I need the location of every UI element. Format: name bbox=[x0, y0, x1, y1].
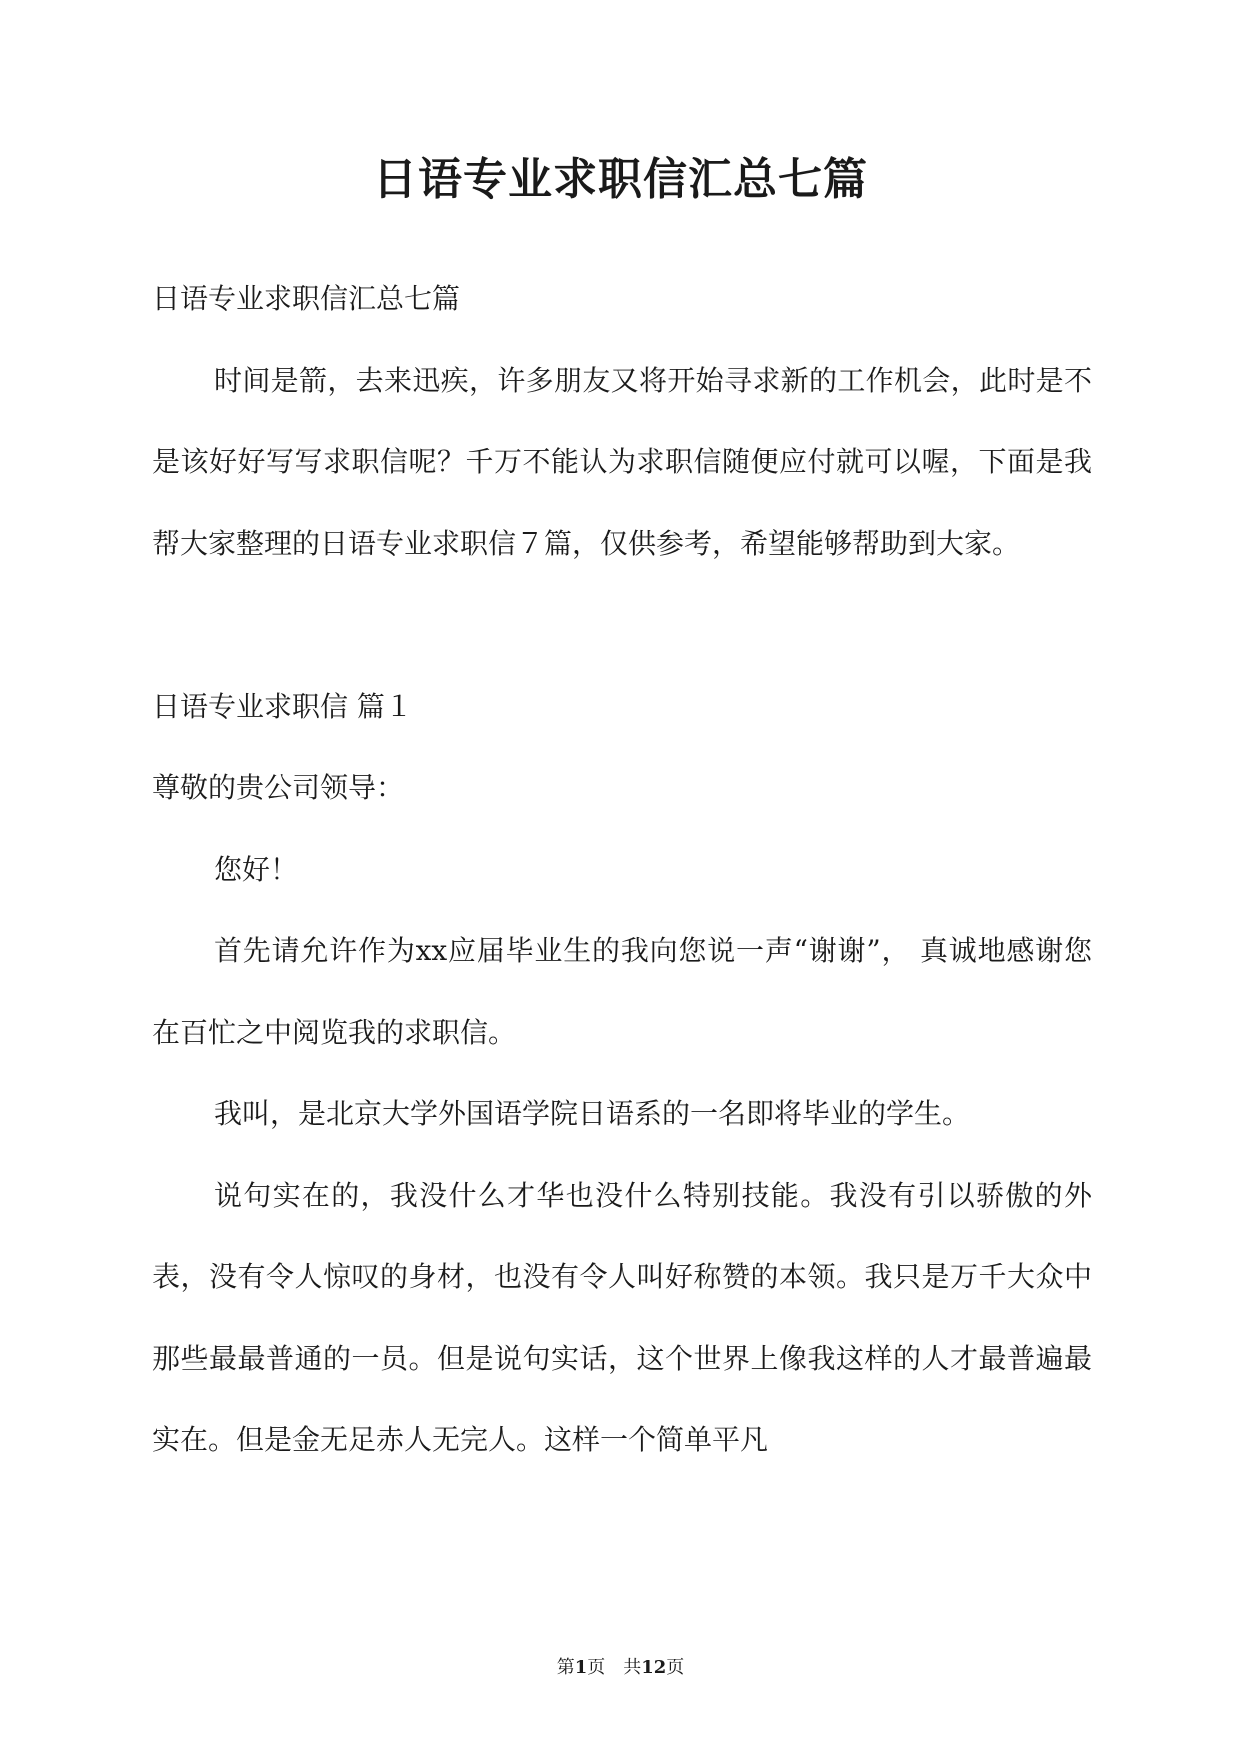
footer-page-suffix: 页 bbox=[666, 1657, 685, 1678]
page-footer bbox=[0, 1656, 1241, 1680]
document-title: 日语专业求职信汇总七篇 bbox=[373, 154, 868, 205]
letter-salutation: 尊敬的贵公司领导： bbox=[152, 771, 405, 804]
footer-page-current: 1 bbox=[574, 1657, 588, 1678]
intro-paragraph: 时间是箭，去来迅疾，许多朋友又将开始寻求新的工作机会，此时是不是该好好写写求职信呢？千万不能认为求职信随便应付就可以喔，下面是我帮大家整理的日语专业求职信７篇，仅供参考，希望能够帮助到大家。 bbox=[152, 363, 1092, 560]
footer-page-mid: 页 共 bbox=[587, 1657, 642, 1678]
section-spacer bbox=[152, 584, 1092, 666]
footer-page-total: 12 bbox=[641, 1657, 667, 1678]
letter-paragraph: 说句实在的，我没什么才华也没什么特别技能。我没有引以骄傲的外表，没有令人惊叹的身材，也没有令人叫好称赞的本领。我只是万千大众中那些最最普通的一员。但是说句实话，这个世界上像我这样的人才最普遍最实在。但是金无足赤人无完人。这样一个简单平凡 bbox=[152, 1178, 1092, 1456]
section-heading-1: 日语专业求职信 篇１ bbox=[152, 689, 413, 723]
letter-paragraph: 首先请允许作为xx应届毕业生的我向您说一声“谢谢”， 真诚地感谢您在百忙之中阅览我的求职信。 bbox=[152, 934, 1092, 1049]
document-body bbox=[152, 258, 1092, 1481]
letter-greeting: 您好！ bbox=[214, 852, 299, 886]
intro-heading: 日语专业求职信汇总七篇 bbox=[152, 282, 461, 315]
footer-page-prefix: 第 bbox=[556, 1657, 575, 1678]
letter-paragraph: 我叫，是北京大学外国语学院日语系的一名即将毕业的学生。 bbox=[214, 1097, 971, 1130]
